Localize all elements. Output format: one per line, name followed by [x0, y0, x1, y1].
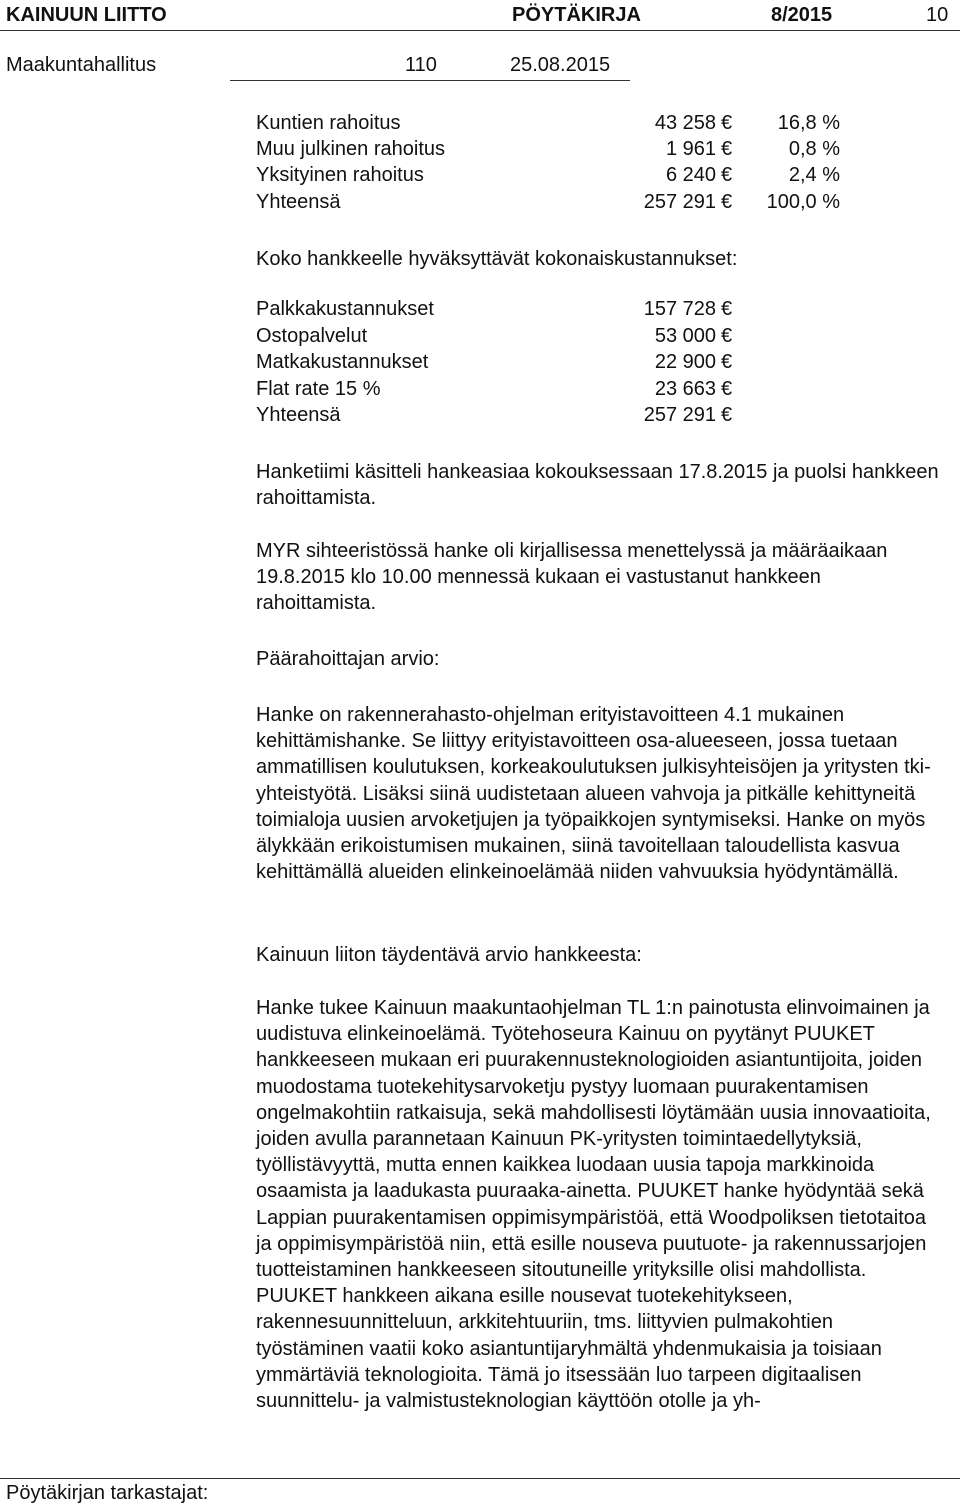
paragraph-myr: MYR sihteeristössä hanke oli kirjallisessa menettelyssä ja määräaikaan 19.8.2015 klo 10.00 mennessä kukaan ei vastustanut hankkeen rahoittamista.	[256, 540, 888, 615]
org-name: KAINUUN LIITTO	[6, 4, 167, 26]
euro-symbol: €	[721, 164, 733, 186]
cost-amount: 23 663	[654, 378, 716, 400]
document-subheader	[0, 54, 960, 80]
euro-symbol: €	[721, 138, 733, 160]
meeting-date: 25.08.2015	[510, 54, 611, 76]
euro-symbol: €	[721, 325, 733, 347]
cost-amount: 157 728	[643, 298, 716, 320]
page-number: 10	[926, 4, 949, 26]
subheader-divider	[230, 80, 630, 81]
funding-percent: 16,8 %	[777, 112, 840, 134]
paragraph-paarahoittaja-arvio: Hanke on rakennerahasto-ohjelman erityistavoitteen 4.1 mukainen kehittämishanke. Se liittyy erityistavoitteen osa-alueeseen, jossa tuetaan ammatillisen koulutuksen, korkeakoulutuksen julkisyhteisöjen ja yritysten tki-yhteistyötä. Lisäksi siinä uudistetaan alueen vahvoja ja pitkälle kehittyneitä toimialoja uusien arvoketjujen ja työpaikkojen syntymiseksi. Hanke on myös älykkään erikoistumisen mukainen, siinä tavoitellaan taloudellista kasvua kehittämällä alueiden elinkeinoelämää niiden vahvuuksia hyödyntämällä.	[256, 704, 931, 884]
issue-number: 8/2015	[771, 4, 833, 26]
funding-amount: 43 258	[654, 112, 716, 134]
paragraph-kainuun-liitto-arvio: Hanke tukee Kainuun maakuntaohjelman TL 1:n painotusta elinvoimainen ja uudistuva elinkeinoelämä. Työtehoseura Kainuu on pyytänyt PUUKET hankkeeseen mukaan eri puurakennusteknologioiden asiantuntijoita, joiden muodostama tuotekehitysarvoketju pystyy luomaan puurakentamisen ongelmakohtiin ratkaisuja, sekä mahdollisesti löytämään uusia innovaatioita, joiden avulla parannetaan Kainuun PK-yritysten toimintaedellytyksiä, työllistävyyttä, mutta ennen kaikkea luodaan uusia tapoja markkinoida osaamista ja laadukasta puuraaka-ainetta. PUUKET hanke hyödyntää sekä Lappian puurakentamisen oppimisympäristöä, että Woodpoliksen tietotaitoa ja oppimisympäristöä niin, että esille nouseva puutuote- ja rakennussarjojen tuotteistaminen hankkeeseen sitoutuneille yrityksille olisi mahdollista. PUUKET hankkeen aikana esille nousevat tuotekehitykseen, rakennesuunnitteluun, arkkitehtuuriin, tms. liittyvien pulmakohtien työstäminen vaatii koko asiantuntijaryhmältä yhdenmukaisia ja toisiaan ymmärtäviä teknologioita. Tämä jo itsessään luo tarpeen digitaalisen suunnittelu- ja valmistusteknologian käyttöön otolle ja yh-	[256, 997, 931, 1413]
cost-label: Ostopalvelut	[256, 325, 368, 347]
cost-amount: 53 000	[654, 325, 716, 347]
cost-amount: 22 900	[654, 351, 716, 373]
euro-symbol: €	[721, 191, 733, 213]
cost-label: Flat rate 15 %	[256, 378, 381, 400]
document-type: PÖYTÄKIRJA	[512, 4, 641, 26]
section-heading-kainuun-liitto: Kainuun liiton täydentävä arvio hankkeesta:	[256, 944, 642, 966]
cost-label: Palkkakustannukset	[256, 298, 434, 320]
section-number: 110	[405, 54, 437, 76]
funding-amount: 1 961	[665, 138, 716, 160]
costs-heading: Koko hankkeelle hyväksyttävät kokonaiskustannukset:	[256, 248, 738, 270]
funding-amount: 257 291	[643, 191, 716, 213]
euro-symbol: €	[721, 298, 733, 320]
euro-symbol: €	[721, 112, 733, 134]
funding-percent: 0,8 %	[788, 138, 840, 160]
document-header	[0, 0, 960, 30]
euro-symbol: €	[721, 404, 733, 426]
footer-reviewers-label: Pöytäkirjan tarkastajat:	[6, 1482, 209, 1504]
paragraph-hanketiimi: Hanketiimi käsitteli hankeasiaa kokouksessaan 17.8.2015 ja puolsi hankkeen rahoittamista.	[256, 461, 939, 510]
cost-label: Yhteensä	[256, 404, 341, 426]
funding-label: Kuntien rahoitus	[256, 112, 401, 134]
header-divider	[0, 30, 960, 31]
section-heading-paarahoittaja: Päärahoittajan arvio:	[256, 648, 440, 670]
cost-label: Matkakustannukset	[256, 351, 429, 373]
footer-divider	[0, 1478, 960, 1479]
euro-symbol: €	[721, 351, 733, 373]
funding-amount: 6 240	[665, 164, 716, 186]
body-name: Maakuntahallitus	[6, 54, 157, 76]
funding-label: Muu julkinen rahoitus	[256, 138, 445, 160]
funding-percent: 2,4 %	[788, 164, 840, 186]
funding-label: Yhteensä	[256, 191, 341, 213]
funding-label: Yksityinen rahoitus	[256, 164, 424, 186]
cost-amount: 257 291	[643, 404, 716, 426]
funding-percent: 100,0 %	[766, 191, 840, 213]
euro-symbol: €	[721, 378, 733, 400]
